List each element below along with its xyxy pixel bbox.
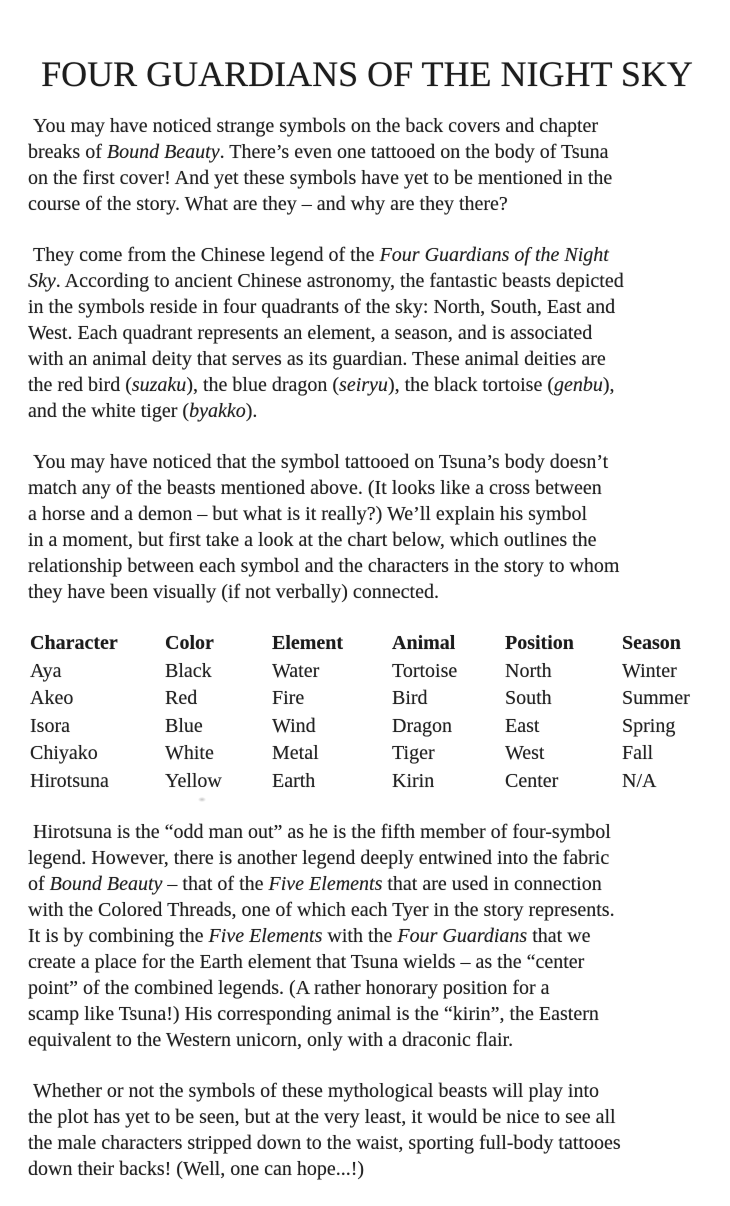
text-line: course of the story. What are they – and why are they there? bbox=[28, 193, 508, 215]
text-line: match any of the beasts mentioned above. (It looks like a cross between bbox=[28, 477, 602, 499]
text-line: legend. However, there is another legend deeply entwined into the fabric bbox=[28, 846, 610, 869]
table-cell: South bbox=[505, 687, 552, 710]
table-cell: Water bbox=[272, 659, 320, 682]
text-line: Hirotsuna is the “odd man out” as he is the fifth member of four-symbol bbox=[33, 820, 611, 843]
text-line: equivalent to the Western unicorn, only with a draconic flair. bbox=[28, 1028, 514, 1051]
table-row bbox=[30, 685, 706, 713]
text-line: scamp like Tsuna!) His corresponding animal is the “kirin”, the Eastern bbox=[28, 1002, 599, 1025]
table-cell: Tiger bbox=[392, 742, 435, 765]
table-cell: West bbox=[505, 742, 545, 765]
table-cell: Metal bbox=[272, 742, 319, 765]
table-header-cell: Character bbox=[30, 632, 118, 654]
table-row bbox=[30, 740, 706, 768]
scan-artifact bbox=[198, 797, 206, 802]
table-cell: Center bbox=[505, 769, 559, 792]
text-line: the male characters stripped down to the waist, sporting full-body tattooes bbox=[28, 1131, 621, 1154]
text-line: Whether or not the symbols of these mythological beasts will play into bbox=[33, 1079, 600, 1102]
paragraph bbox=[28, 1078, 706, 1182]
table-cell: Dragon bbox=[392, 714, 452, 737]
guardians-table bbox=[30, 630, 706, 796]
text-line: down their backs! (Well, one can hope...!) bbox=[28, 1157, 365, 1180]
table-cell: White bbox=[165, 742, 214, 765]
table-cell: Summer bbox=[622, 687, 690, 710]
text-line: a horse and a demon – but what is it really?) We’ll explain his symbol bbox=[28, 503, 588, 525]
table-cell: Tortoise bbox=[392, 659, 458, 682]
paragraph bbox=[28, 113, 706, 217]
text-line: on the first cover! And yet these symbols have yet to be mentioned in the bbox=[28, 167, 613, 189]
table-cell: Hirotsuna bbox=[30, 769, 109, 792]
text-line: of Bound Beauty – that of the Five Elements that are used in connection bbox=[28, 872, 602, 895]
table-cell: Spring bbox=[622, 714, 676, 737]
page-title: FOUR GUARDIANS OF THE NIGHT SKY bbox=[41, 54, 693, 94]
table-cell: Blue bbox=[165, 714, 203, 737]
table-cell: Yellow bbox=[165, 769, 222, 792]
table-header-cell: Position bbox=[505, 632, 574, 654]
text-line: and the white tiger (byakko). bbox=[28, 400, 258, 422]
text-line: with the Colored Threads, one of which each Tyer in the story represents. bbox=[28, 898, 615, 921]
paragraph bbox=[28, 242, 706, 424]
table-cell: Bird bbox=[392, 687, 428, 710]
text-line: It is by combining the Five Elements with the Four Guardians that we bbox=[28, 924, 591, 947]
table-header-cell: Element bbox=[272, 632, 344, 654]
table-cell: Red bbox=[165, 687, 198, 710]
table-row bbox=[30, 713, 706, 741]
table-cell: Black bbox=[165, 659, 212, 682]
text-line: West. Each quadrant represents an element, a season, and is associated bbox=[28, 322, 593, 344]
table-cell: Akeo bbox=[30, 687, 74, 710]
table-cell: North bbox=[505, 659, 552, 682]
paragraph bbox=[28, 449, 706, 605]
table-row bbox=[30, 768, 706, 796]
table-header-cell: Color bbox=[165, 632, 214, 654]
text-line: You may have noticed strange symbols on the back covers and chapter bbox=[33, 115, 599, 137]
table-header-cell: Animal bbox=[392, 632, 456, 654]
text-line: with an animal deity that serves as its guardian. These animal deities are bbox=[28, 348, 606, 370]
text-line: breaks of Bound Beauty. There’s even one tattooed on the body of Tsuna bbox=[28, 141, 609, 163]
text-line: create a place for the Earth element that Tsuna wields – as the “center bbox=[28, 950, 585, 973]
table-cell: Aya bbox=[30, 659, 62, 682]
text-line: they have been visually (if not verbally) connected. bbox=[28, 581, 439, 603]
paragraph bbox=[28, 819, 706, 1053]
text-line: in the symbols reside in four quadrants of the sky: North, South, East and bbox=[28, 296, 616, 318]
article-body bbox=[28, 113, 706, 1182]
table-cell: Fire bbox=[272, 687, 305, 710]
table-cell: Isora bbox=[30, 714, 70, 737]
table-cell: East bbox=[505, 714, 540, 737]
table-cell: Kirin bbox=[392, 769, 435, 792]
text-line: in a moment, but first take a look at the chart below, which outlines the bbox=[28, 529, 597, 551]
table-cell: Chiyako bbox=[30, 742, 98, 765]
table-cell: N/A bbox=[622, 769, 657, 792]
table-row bbox=[30, 658, 706, 686]
text-line: Sky. According to ancient Chinese astronomy, the fantastic beasts depicted bbox=[28, 270, 624, 292]
text-line: point” of the combined legends. (A rather honorary position for a bbox=[28, 976, 550, 999]
table-header-row bbox=[30, 630, 706, 658]
text-line: the red bird (suzaku), the blue dragon (seiryu), the black tortoise (genbu), bbox=[28, 374, 615, 396]
table-cell: Winter bbox=[622, 659, 677, 682]
table-header-cell: Season bbox=[622, 632, 681, 654]
table-cell: Earth bbox=[272, 769, 316, 792]
text-line: the plot has yet to be seen, but at the very least, it would be nice to see all bbox=[28, 1105, 616, 1128]
text-line: You may have noticed that the symbol tattooed on Tsuna’s body doesn’t bbox=[33, 451, 609, 473]
table-cell: Wind bbox=[272, 714, 316, 737]
text-line: They come from the Chinese legend of the Four Guardians of the Night bbox=[33, 244, 609, 266]
text-line: relationship between each symbol and the characters in the story to whom bbox=[28, 555, 620, 577]
table-cell: Fall bbox=[622, 742, 654, 765]
